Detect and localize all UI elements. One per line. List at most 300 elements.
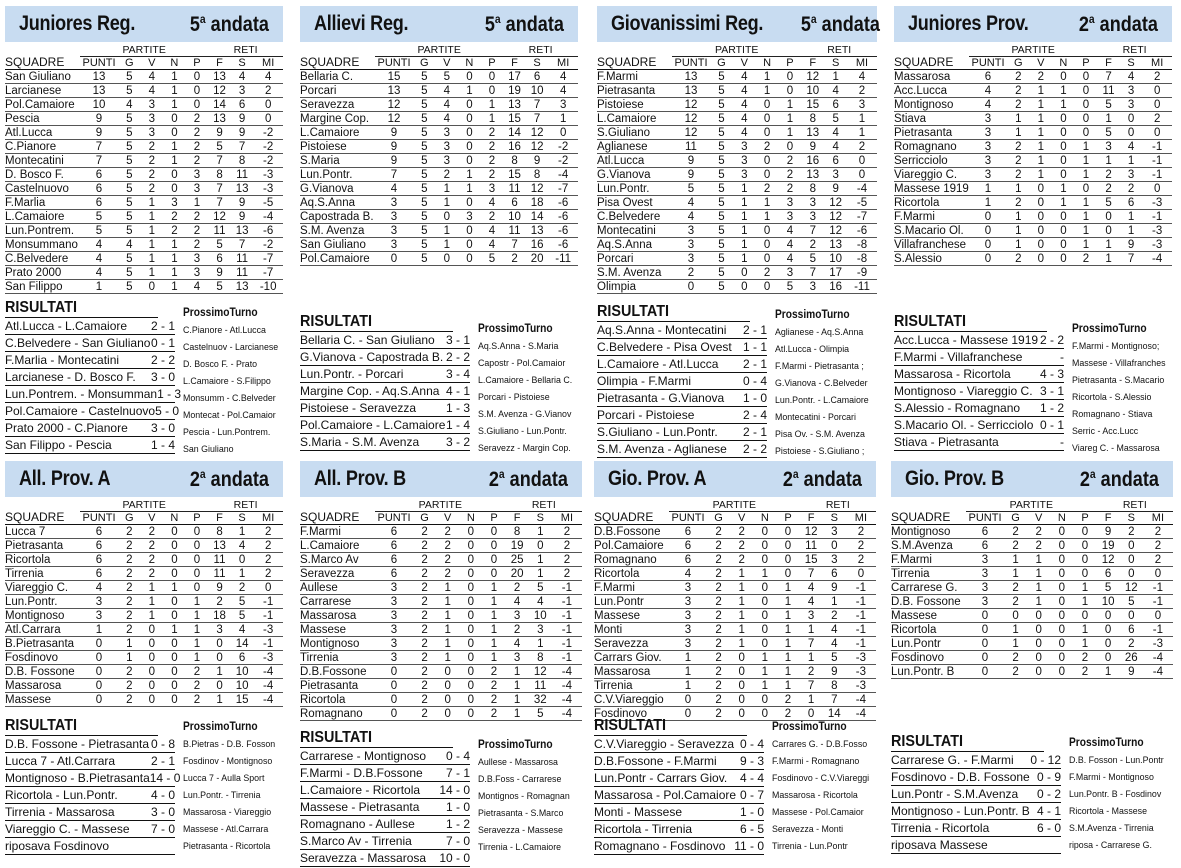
table-cell: 3 — [193, 267, 201, 279]
table-cell: 6 — [95, 197, 103, 209]
column-header — [594, 512, 876, 525]
table-cell: 4 — [741, 127, 748, 139]
table-cell: 5 — [126, 183, 133, 195]
panel-title: Gio. Prov. A — [608, 467, 707, 490]
table-cell: 5 — [831, 652, 838, 664]
table-cell: 2 — [1012, 596, 1019, 608]
squadre-header — [894, 57, 969, 69]
team-name: Pol.Camaiore — [5, 99, 75, 111]
score: 1 - 4 — [445, 418, 470, 432]
table-cell: 0 — [171, 554, 178, 566]
table-row — [5, 651, 283, 665]
table-cell: 0 — [216, 652, 223, 664]
table-cell: 12 — [806, 71, 820, 83]
column-label: V — [1035, 512, 1043, 524]
match: Massarosa - Pol.Camaiore — [594, 788, 737, 802]
next-match: F.Marmi - Montignoso — [1069, 772, 1154, 783]
table-cell: 2 — [809, 239, 816, 251]
table-row — [5, 539, 283, 553]
table-row — [300, 126, 578, 140]
result-row — [594, 838, 764, 855]
table-cell: 0 — [1154, 568, 1162, 580]
table-cell: 2 — [715, 694, 722, 706]
table-cell: 2 — [264, 554, 272, 566]
table-cell: 7 — [238, 239, 246, 251]
team-name: L.Camaiore — [300, 540, 360, 552]
table-row — [594, 539, 876, 553]
team-name: S.Macario Ol. — [894, 225, 964, 237]
table-row — [891, 525, 1173, 539]
match: Lun.Pontr - S.M.Avenza — [891, 787, 1019, 801]
table-cell: 0 — [171, 694, 178, 706]
table-cell: -1 — [1152, 624, 1164, 636]
table-cell: 0 — [193, 99, 201, 111]
table-cell: 1 — [490, 596, 498, 608]
table-cell: 3 — [390, 610, 398, 622]
table-cell: -3 — [1152, 239, 1163, 251]
table-row — [5, 182, 283, 196]
table-cell: 2 — [443, 169, 451, 181]
table-cell: -2 — [263, 141, 274, 153]
table-cell: 1 — [148, 211, 156, 223]
team-name: F.Marmi — [594, 582, 635, 594]
match: Ricortola - Lun.Pontr. — [5, 788, 118, 802]
score: 4 - 0 — [150, 788, 175, 802]
next-match: Pistoiese - S.Giuliano ; — [775, 446, 865, 457]
table-cell: 2 — [421, 596, 428, 608]
table-cell: 0 — [466, 71, 473, 83]
result-row — [594, 770, 764, 787]
table-row — [300, 252, 578, 266]
next-match: F.Marmi - Pietrasanta ; — [775, 361, 864, 372]
table-cell: 0 — [1082, 113, 1090, 125]
table-cell: 9 — [832, 183, 839, 195]
table-cell: 9 — [533, 155, 541, 167]
result-row — [594, 787, 764, 804]
table-cell: 2 — [1015, 169, 1022, 181]
table-row — [5, 70, 283, 84]
score: - — [1060, 435, 1064, 449]
next-match: S.M. Avenza - G.Vianov — [478, 409, 572, 420]
table-cell: 2 — [421, 540, 428, 552]
team-name: Montignoso — [300, 638, 360, 650]
table-row — [5, 665, 283, 679]
team-name: D.B.Fossone — [594, 526, 661, 538]
squadre-label: SQUADRE — [894, 55, 954, 69]
table-cell: 0 — [467, 708, 475, 720]
match: Seravezza - Massarosa — [300, 851, 427, 865]
panel-header — [5, 461, 283, 497]
table-cell: 0 — [148, 666, 156, 678]
table-cell: 0 — [1081, 568, 1089, 580]
table-cell: 1 — [738, 610, 745, 622]
table-cell: 0 — [1058, 568, 1066, 580]
match: Atl.Lucca - L.Camaiore — [5, 319, 128, 333]
table-cell: 12 — [387, 99, 401, 111]
table-cell: 0 — [1153, 183, 1161, 195]
table-row — [891, 623, 1173, 637]
round-word: andata — [205, 467, 269, 491]
standings-panel — [597, 6, 880, 294]
table-cell: 0 — [1128, 610, 1135, 622]
table-cell: 2 — [763, 141, 771, 153]
table-cell: 0 — [490, 526, 498, 538]
table-cell: 1 — [444, 610, 451, 622]
column-label: MI — [1151, 512, 1165, 524]
table-row — [300, 623, 582, 637]
table-row — [594, 609, 876, 623]
table-cell: -8 — [856, 253, 868, 265]
table-cell: 0 — [784, 540, 792, 552]
table-cell: 0 — [1082, 85, 1090, 97]
table-cell: 5 — [718, 169, 725, 181]
table-cell: 3 — [513, 610, 521, 622]
column-label: N — [1057, 512, 1066, 524]
table-cell: 1 — [148, 267, 156, 279]
table-cell: -3 — [1152, 638, 1164, 650]
table-cell: 2 — [1015, 253, 1022, 265]
table-cell: 0 — [761, 708, 769, 720]
table-cell: 3 — [193, 183, 201, 195]
match: D.B. Fossone - Pietrasanta — [5, 737, 150, 751]
team-name: Aglianese — [597, 141, 648, 153]
table-cell: 1 — [1035, 582, 1042, 594]
table-cell: 4 — [1127, 71, 1135, 83]
next-match: G.Vianova - C.Belveder — [775, 378, 868, 389]
table-cell: 3 — [216, 624, 223, 636]
table-cell: 0 — [467, 666, 475, 678]
table-cell: 6 — [390, 568, 398, 580]
team-name: Olimpia — [597, 281, 636, 293]
table-cell: 26 — [1124, 652, 1138, 664]
table-cell: 0 — [444, 666, 451, 678]
table-cell: 5 — [95, 225, 103, 237]
table-cell: 2 — [715, 526, 722, 538]
table-cell: 13 — [92, 71, 106, 83]
table-cell: 1 — [537, 526, 544, 538]
next-match: S.Giuliano - Lun.Pontr. — [478, 426, 567, 437]
table-cell: 16 — [508, 141, 521, 153]
table-cell: 0 — [761, 610, 769, 622]
table-cell: -4 — [263, 694, 274, 706]
reti-group: RETI — [208, 44, 283, 57]
result-row — [300, 833, 470, 850]
team-name: Lun.Pontr. — [300, 169, 353, 181]
table-cell: 2 — [1081, 652, 1089, 664]
table-cell: 3 — [984, 113, 992, 125]
round-word: andata — [500, 12, 564, 36]
table-cell: 2 — [1015, 99, 1022, 111]
match: Fosdinovo - D.B. Fossone — [891, 770, 1030, 784]
table-cell: 7 — [238, 141, 246, 153]
table-cell: 18 — [530, 197, 544, 209]
team-name: Lun.Pontr — [594, 596, 644, 608]
table-cell: 9 — [216, 267, 223, 279]
table-cell: 7 — [807, 568, 815, 580]
table-cell: 2 — [786, 183, 794, 195]
table-cell: 0 — [1060, 155, 1067, 167]
table-cell: 5 — [126, 85, 133, 97]
table-cell: 3 — [807, 610, 815, 622]
table-cell: 0 — [1081, 540, 1089, 552]
table-row — [894, 224, 1172, 238]
round-word: andata — [798, 467, 862, 491]
team-name: Atl.Lucca — [5, 127, 53, 139]
team-name: Pietrasanta — [300, 680, 359, 692]
match: D.B.Fossone - F.Marmi — [594, 754, 717, 768]
table-cell: 1 — [171, 239, 178, 251]
team-name: Pietrasanta — [5, 540, 64, 552]
result-row — [594, 821, 764, 838]
next-match: Romagnano - Stiava — [1072, 409, 1153, 420]
team-name: Aq.S.Anna — [597, 239, 652, 251]
table-cell: 0 — [738, 680, 745, 692]
table-cell: 6 — [95, 169, 103, 181]
table-cell: -1 — [561, 610, 573, 622]
result-row — [300, 748, 470, 765]
table-cell: 5 — [216, 239, 223, 251]
table-cell: 0 — [784, 554, 792, 566]
table-row — [5, 693, 283, 707]
table-cell: 6 — [1127, 197, 1135, 209]
table-cell: 10 — [829, 253, 843, 265]
match: Pol.Camaiore - Castelnuovo — [5, 404, 156, 418]
team-name: Massarosa — [300, 610, 357, 622]
table-row — [5, 595, 283, 609]
table-cell: 2 — [858, 85, 866, 97]
table-cell: 1 — [148, 197, 156, 209]
table-cell: 11 — [805, 540, 818, 552]
table-cell: 1 — [466, 85, 473, 97]
score: 7 - 1 — [445, 766, 470, 780]
table-cell: 13 — [684, 85, 698, 97]
table-cell: 16 — [530, 239, 544, 251]
table-cell: 4 — [95, 267, 103, 279]
table-row — [894, 112, 1172, 126]
table-row — [597, 182, 877, 196]
results-title: RISULTATI — [597, 302, 750, 322]
table-cell: 3 — [390, 638, 398, 650]
match: San Filippo - Pescia — [5, 438, 112, 452]
table-cell: 2 — [490, 680, 498, 692]
table-cell: -10 — [259, 281, 277, 293]
table-cell: 1 — [1015, 225, 1022, 237]
table-cell: 1 — [1081, 596, 1089, 608]
table-cell: 1 — [513, 708, 521, 720]
table-cell: 0 — [761, 596, 769, 608]
table-cell: 1 — [171, 155, 178, 167]
table-row — [597, 196, 877, 210]
score: 2 - 2 — [445, 350, 470, 364]
table-cell: 0 — [738, 708, 745, 720]
team-name: Pietrasanta — [894, 127, 953, 139]
team-name: Seravezza — [594, 638, 649, 650]
table-cell: 1 — [1082, 239, 1090, 251]
table-cell: 1 — [738, 582, 745, 594]
table-cell: 1 — [513, 666, 521, 678]
next-match: Seravezza - Monti — [772, 824, 844, 835]
table-cell: 8 — [809, 113, 816, 125]
table-cell: 0 — [1035, 652, 1042, 664]
table-cell: 5 — [718, 127, 725, 139]
table-row — [894, 252, 1172, 266]
table-cell: 0 — [171, 127, 178, 139]
table-cell: 5 — [126, 113, 133, 125]
next-match: Montecat - Pol.Camaior — [183, 410, 276, 421]
table-cell: 0 — [466, 141, 473, 153]
table-cell: 9 — [687, 169, 695, 181]
table-cell: 0 — [390, 666, 398, 678]
team-name: Acc.Lucca — [894, 85, 948, 97]
next-match: riposa - Carrarese G. — [1069, 840, 1152, 851]
table-cell: 13 — [530, 225, 544, 237]
table-cell: 2 — [421, 708, 428, 720]
table-cell: 9 — [831, 582, 838, 594]
match: C.Belvedere - Pisa Ovest — [597, 340, 732, 354]
next-match: Massese - Pol.Camaior — [772, 807, 864, 818]
team-name: Stiava — [894, 113, 926, 125]
table-cell: 11 — [685, 141, 697, 153]
table-row — [891, 567, 1173, 581]
team-name: Monti — [594, 624, 623, 636]
score: 14 - 0 — [439, 783, 470, 797]
table-cell: 9 — [238, 197, 246, 209]
table-row — [5, 98, 283, 112]
results-list — [300, 728, 470, 867]
table-cell: 13 — [213, 113, 226, 125]
table-cell: 10 — [235, 680, 249, 692]
table-cell: 2 — [171, 211, 178, 223]
results-list — [5, 716, 181, 855]
next-round-list — [775, 304, 883, 460]
table-cell: 4 — [831, 638, 838, 650]
table-cell: 1 — [490, 610, 498, 622]
table-cell: 0 — [1127, 113, 1135, 125]
table-cell: 20 — [530, 253, 544, 265]
table-cell: 2 — [1037, 71, 1045, 83]
table-cell: 0 — [193, 568, 201, 580]
table-cell: 1 — [684, 652, 692, 664]
team-name: Tirrenia — [891, 568, 930, 580]
table-cell: 0 — [1060, 169, 1067, 181]
table-row — [300, 196, 578, 210]
table-cell: 2 — [148, 169, 156, 181]
match: Carrarese - Montignoso — [300, 749, 427, 763]
table-cell: 4 — [488, 225, 496, 237]
table-row — [894, 98, 1172, 112]
squadre-header — [891, 512, 966, 524]
score: 0 - 12 — [1030, 753, 1061, 767]
result-row — [5, 369, 175, 386]
table-cell: 5 — [718, 211, 725, 223]
results-list — [594, 716, 764, 855]
team-name: Lun.Pontrem. — [5, 225, 75, 237]
table-cell: 12 — [829, 197, 843, 209]
team-name: Seravezza — [300, 568, 355, 580]
table-cell: 0 — [1058, 596, 1066, 608]
column-label: P — [193, 57, 201, 69]
column-label: V — [443, 57, 451, 69]
table-cell: 1 — [443, 239, 451, 251]
table-cell: 6 — [95, 526, 103, 538]
table-cell: 1 — [1015, 239, 1022, 251]
match: S.Giuliano - Lun.Pontr. — [597, 425, 718, 439]
table-cell: 5 — [718, 71, 725, 83]
table-cell: 0 — [1035, 638, 1042, 650]
table-cell: 1 — [443, 183, 451, 195]
score: 2 - 1 — [742, 357, 767, 371]
table-row — [300, 154, 578, 168]
round-label — [1080, 467, 1159, 492]
table-cell: -6 — [558, 225, 569, 237]
table-cell: -1 — [855, 610, 867, 622]
table-cell: 12 — [213, 211, 226, 223]
table-cell: 0 — [761, 624, 769, 636]
score: 14 - 0 — [149, 771, 181, 785]
table-cell: 1 — [148, 582, 156, 594]
table-cell: 5 — [809, 253, 816, 265]
round-ordinal: a — [1090, 466, 1096, 481]
table-row — [894, 182, 1172, 196]
next-round-title: ProssimoTurno — [183, 719, 258, 733]
table-cell: 4 — [687, 197, 695, 209]
table-cell: 4 — [513, 638, 521, 650]
panel-header — [300, 6, 578, 42]
table-cell: 19 — [1101, 540, 1115, 552]
next-match: D. Bosco F. - Prato — [183, 359, 258, 370]
table-cell: 1 — [1037, 113, 1045, 125]
table-cell: 2 — [488, 211, 496, 223]
result-row — [894, 400, 1064, 417]
table-cell: 6 — [1128, 624, 1135, 636]
table-cell: 0 — [857, 568, 865, 580]
standings-panel — [5, 6, 283, 293]
table-row — [891, 539, 1173, 553]
table-cell: 4 — [488, 239, 496, 251]
table-cell: 2 — [126, 554, 133, 566]
squadre-label: SQUADRE — [891, 510, 951, 524]
table-cell: 2 — [857, 554, 865, 566]
team-name: Ricortola — [894, 197, 940, 209]
table-cell: 18 — [213, 610, 226, 622]
table-row — [891, 553, 1173, 567]
table-cell: 3 — [537, 624, 544, 636]
match: Lun.Pontr - Carrars Giov. — [594, 771, 728, 785]
panel-header — [5, 6, 283, 42]
table-cell: 1 — [1082, 169, 1090, 181]
table-cell: 0 — [171, 666, 178, 678]
table-row — [597, 112, 877, 126]
team-name: Fosdinovo — [594, 708, 648, 720]
result-row — [594, 753, 764, 770]
score: 3 - 0 — [150, 370, 175, 384]
table-cell: 12 — [213, 85, 226, 97]
table-cell: 0 — [95, 666, 103, 678]
table-cell: 2 — [126, 624, 133, 636]
result-row — [300, 799, 470, 816]
table-cell: 16 — [806, 155, 820, 167]
table-cell: 11 — [213, 568, 226, 580]
table-cell: 5 — [421, 183, 428, 195]
table-cell: 7 — [1105, 71, 1112, 83]
next-round-list — [1069, 732, 1177, 854]
table-cell: 0 — [761, 694, 769, 706]
table-cell: 0 — [216, 680, 223, 692]
table-cell: 5 — [421, 239, 428, 251]
table-cell: 2 — [511, 253, 518, 265]
table-cell: 3 — [95, 610, 103, 622]
table-cell: 1 — [1015, 113, 1022, 125]
